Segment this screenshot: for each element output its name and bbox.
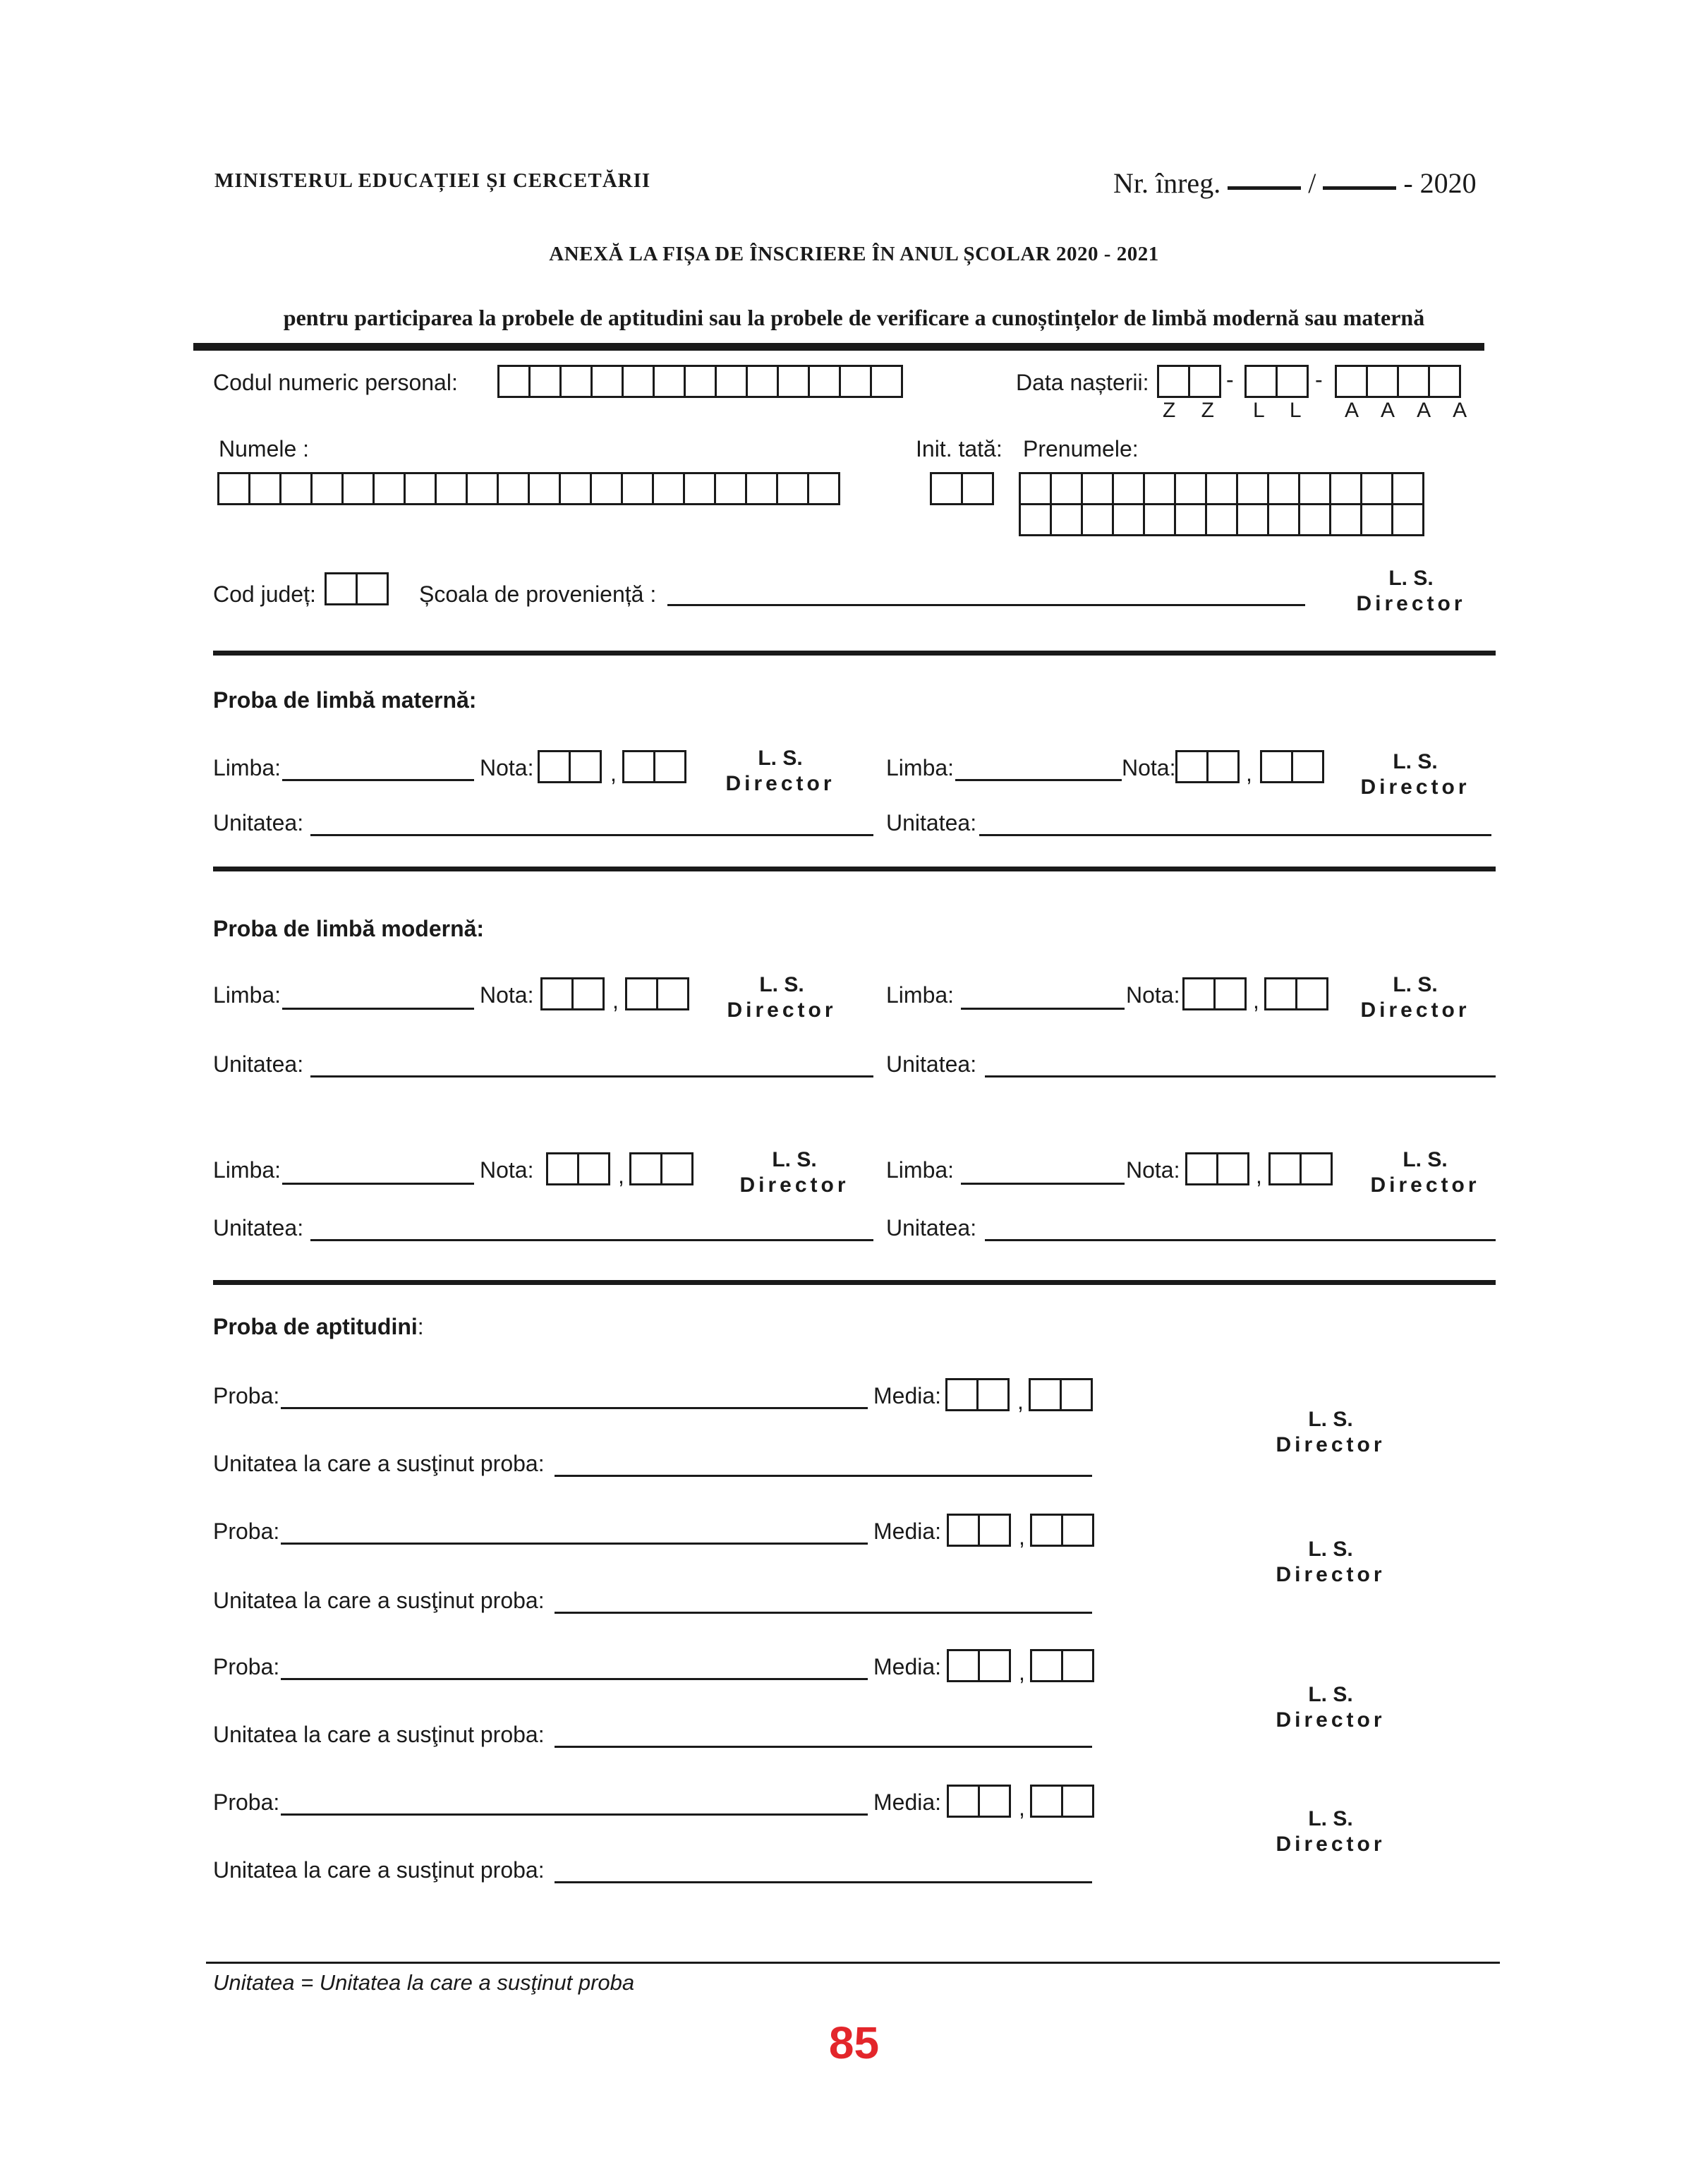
digit-box[interactable] <box>404 472 437 505</box>
aptitude-unit-label-3: Unitatea la care a susţinut proba: <box>213 1722 545 1747</box>
digit-box[interactable] <box>1244 365 1278 398</box>
digit-box[interactable] <box>1175 750 1209 783</box>
aptitude-test-field-2[interactable] <box>281 1543 868 1545</box>
digit-box[interactable] <box>1143 503 1176 536</box>
modern-unit-label-1: Unitatea: <box>213 1051 304 1077</box>
registration-number <box>1113 167 1477 200</box>
modern-grade-int-4[interactable] <box>1185 1152 1249 1185</box>
aptitude-average-int-3[interactable] <box>947 1649 1011 1682</box>
digit-box[interactable] <box>1030 1785 1063 1818</box>
aptitude-average-int-1[interactable] <box>945 1378 1010 1411</box>
digit-box[interactable] <box>1182 977 1216 1010</box>
digit-box[interactable] <box>1267 503 1300 536</box>
modern-unit-field-1[interactable] <box>310 1075 873 1078</box>
header-divider <box>193 343 1484 351</box>
digit-box[interactable] <box>1295 977 1328 1010</box>
aptitude-unit-label-2: Unitatea la care a susţinut proba: <box>213 1588 545 1613</box>
stamp-director: Director <box>1360 775 1470 799</box>
digit-box[interactable] <box>1143 472 1176 505</box>
digit-box[interactable] <box>1029 1378 1062 1411</box>
aptitude-test-label-1: Proba: <box>213 1383 280 1408</box>
aptitude-average-label-2: Media: <box>873 1519 942 1544</box>
school-field[interactable] <box>667 604 1305 606</box>
aptitude-unit-field-2[interactable] <box>555 1612 1092 1614</box>
digit-box[interactable] <box>622 365 655 398</box>
stamp-director: Director <box>1276 1708 1386 1732</box>
digit-box[interactable] <box>776 472 809 505</box>
stamp-ls: L. S. <box>1403 1148 1448 1171</box>
digit-box[interactable] <box>571 977 605 1010</box>
modern-grade-dec-3[interactable] <box>629 1152 694 1185</box>
digit-box[interactable] <box>528 365 562 398</box>
modern-grade-dec-2[interactable] <box>1264 977 1328 1010</box>
form-subtitle: pentru participarea la probele de aptitudini sau la probele de verificare a cunoștințelor de limbă modernă sau maternă <box>283 305 1425 330</box>
digit-box[interactable] <box>1216 1152 1249 1185</box>
birth-year-hint: A A A A <box>1345 399 1477 422</box>
digit-box[interactable] <box>808 365 841 398</box>
aptitude-heading-colon: : <box>417 1314 424 1339</box>
digit-box[interactable] <box>870 365 903 398</box>
digit-box[interactable] <box>1174 472 1207 505</box>
modern-grade-comma-2: , <box>1253 988 1259 1013</box>
digit-box[interactable] <box>978 1514 1011 1547</box>
modern-language-field-4[interactable] <box>961 1183 1125 1185</box>
digit-box[interactable] <box>248 472 281 505</box>
digit-box[interactable] <box>1030 1514 1063 1547</box>
digit-box[interactable] <box>1050 472 1083 505</box>
digit-box[interactable] <box>1019 503 1052 536</box>
digit-box[interactable] <box>1428 365 1461 398</box>
modern-grade-label-3: Nota: <box>480 1157 534 1183</box>
stamp-director: Director <box>1276 1563 1386 1586</box>
digit-box[interactable] <box>625 977 658 1010</box>
aptitude-stamp-1 <box>1260 1407 1401 1458</box>
digit-box[interactable] <box>466 472 499 505</box>
stamp-director: Director <box>1360 998 1470 1022</box>
modern-grade-int-2[interactable] <box>1182 977 1247 1010</box>
maternal-stamp-2 <box>1345 749 1486 800</box>
page-number: 85 <box>828 2017 880 2068</box>
modern-grade-comma-1: , <box>612 988 619 1013</box>
digit-box[interactable] <box>1264 977 1297 1010</box>
modern-language-label-4: Limba: <box>886 1157 955 1183</box>
stamp-director: Director <box>1276 1833 1386 1856</box>
birth-dash-2: - <box>1315 367 1323 392</box>
digit-box[interactable] <box>1050 503 1083 536</box>
stamp-ls: L. S. <box>1308 1538 1353 1561</box>
digit-box[interactable] <box>1298 472 1331 505</box>
digit-box[interactable] <box>684 365 717 398</box>
digit-box[interactable] <box>978 1785 1011 1818</box>
digit-box[interactable] <box>1329 503 1362 536</box>
digit-box[interactable] <box>1061 1785 1094 1818</box>
aptitude-test-label-4: Proba: <box>213 1789 280 1815</box>
aptitude-test-label-2: Proba: <box>213 1519 280 1544</box>
digit-box[interactable] <box>1185 1152 1218 1185</box>
identity-stamp <box>1340 566 1482 617</box>
maternal-heading: Proba de limbă maternă: <box>213 687 477 713</box>
stamp-director: Director <box>727 998 837 1022</box>
digit-box[interactable] <box>1205 472 1238 505</box>
maternal-grade-dec-1[interactable] <box>622 750 686 783</box>
digit-box[interactable] <box>356 572 389 605</box>
registration-date-blank[interactable] <box>1323 186 1396 190</box>
digit-box[interactable] <box>945 1378 979 1411</box>
digit-box[interactable] <box>976 1378 1010 1411</box>
stamp-ls: L. S. <box>759 973 804 996</box>
digit-box[interactable] <box>1397 365 1430 398</box>
school-label: Școala de proveniență : <box>419 581 657 607</box>
aptitude-test-field-1[interactable] <box>281 1407 868 1409</box>
first-name-input-row-2[interactable] <box>1019 503 1424 536</box>
maternal-grade-comma-1: , <box>610 761 617 786</box>
aptitude-average-label-3: Media: <box>873 1654 942 1679</box>
ministry-name: MINISTERUL EDUCAȚIEI ȘI CERCETĂRII <box>214 169 651 192</box>
registration-number-blank[interactable] <box>1228 186 1301 190</box>
digit-box[interactable] <box>947 1785 980 1818</box>
modern-grade-label-1: Nota: <box>480 982 534 1008</box>
aptitude-average-int-2[interactable] <box>947 1514 1011 1547</box>
birth-dash-1: - <box>1226 367 1234 392</box>
digit-box[interactable] <box>435 472 468 505</box>
stamp-director: Director <box>1356 592 1466 615</box>
digit-box[interactable] <box>1268 1152 1302 1185</box>
maternal-language-field-2[interactable] <box>955 779 1122 781</box>
digit-box[interactable] <box>653 365 686 398</box>
maternal-unit-field-1[interactable] <box>310 834 873 836</box>
aptitude-average-dec-1[interactable] <box>1029 1378 1093 1411</box>
digit-box[interactable] <box>1188 365 1221 398</box>
modern-language-field-2[interactable] <box>961 1008 1125 1010</box>
digit-box[interactable] <box>1061 1649 1094 1682</box>
digit-box[interactable] <box>1061 1514 1094 1547</box>
digit-box[interactable] <box>1157 365 1190 398</box>
aptitude-average-dec-4[interactable] <box>1030 1785 1094 1818</box>
maternal-stamp-1 <box>710 746 851 797</box>
digit-box[interactable] <box>1060 1378 1093 1411</box>
father-initial-label: Init. tată: <box>916 436 1003 461</box>
footer-divider <box>206 1962 1500 1964</box>
aptitude-unit-label-1: Unitatea la care a susţinut proba: <box>213 1451 545 1476</box>
modern-heading: Proba de limbă modernă: <box>213 916 485 941</box>
last-name-label: Numele : <box>219 436 310 461</box>
section-divider-2 <box>213 867 1496 871</box>
digit-box[interactable] <box>540 977 574 1010</box>
digit-box[interactable] <box>1030 1649 1063 1682</box>
digit-box[interactable] <box>1260 750 1293 783</box>
birth-date-label: Data nașterii: <box>1016 370 1149 395</box>
digit-box[interactable] <box>978 1649 1011 1682</box>
digit-box[interactable] <box>1081 472 1114 505</box>
modern-grade-comma-4: , <box>1256 1163 1262 1188</box>
stamp-director: Director <box>739 1173 849 1197</box>
digit-box[interactable] <box>1366 365 1399 398</box>
maternal-unit-label-1: Unitatea: <box>213 810 304 835</box>
digit-box[interactable] <box>1174 503 1207 536</box>
modern-grade-int-3[interactable] <box>546 1152 610 1185</box>
digit-box[interactable] <box>1391 503 1424 536</box>
stamp-ls: L. S. <box>1393 750 1438 773</box>
aptitude-stamp-4 <box>1260 1806 1401 1857</box>
digit-box[interactable] <box>1298 503 1331 536</box>
modern-grade-dec-1[interactable] <box>625 977 689 1010</box>
digit-box[interactable] <box>961 472 994 505</box>
digit-box[interactable] <box>807 472 840 505</box>
digit-box[interactable] <box>656 977 689 1010</box>
aptitude-heading <box>213 1314 424 1340</box>
birth-day-hint: Z Z <box>1163 399 1224 422</box>
stamp-ls: L. S. <box>1393 973 1438 996</box>
modern-stamp-1 <box>711 972 852 1023</box>
aptitude-heading-text: Proba de aptitudini <box>213 1314 418 1339</box>
digit-box[interactable] <box>652 472 685 505</box>
maternal-language-field-1[interactable] <box>282 779 474 781</box>
digit-box[interactable] <box>1335 365 1368 398</box>
digit-box[interactable] <box>1081 503 1114 536</box>
digit-box[interactable] <box>947 1649 980 1682</box>
digit-box[interactable] <box>621 472 654 505</box>
maternal-unit-field-2[interactable] <box>979 834 1491 836</box>
maternal-grade-int-1[interactable] <box>538 750 602 783</box>
modern-stamp-3 <box>724 1147 865 1198</box>
digit-box[interactable] <box>590 472 623 505</box>
maternal-grade-int-2[interactable] <box>1175 750 1240 783</box>
cnp-label: Codul numeric personal: <box>213 370 458 395</box>
modern-grade-label-2: Nota: <box>1126 982 1180 1008</box>
digit-box[interactable] <box>1112 503 1145 536</box>
digit-box[interactable] <box>1300 1152 1333 1185</box>
digit-box[interactable] <box>777 365 810 398</box>
aptitude-unit-field-4[interactable] <box>555 1881 1092 1883</box>
digit-box[interactable] <box>569 750 602 783</box>
digit-box[interactable] <box>1213 977 1247 1010</box>
modern-unit-label-3: Unitatea: <box>213 1215 304 1241</box>
digit-box[interactable] <box>683 472 716 505</box>
maternal-grade-label-1: Nota: <box>480 755 534 780</box>
aptitude-average-dec-2[interactable] <box>1030 1514 1094 1547</box>
maternal-unit-label-2: Unitatea: <box>886 810 977 835</box>
aptitude-unit-field-3[interactable] <box>555 1746 1092 1748</box>
aptitude-test-field-3[interactable] <box>281 1678 868 1680</box>
aptitude-unit-label-4: Unitatea la care a susţinut proba: <box>213 1857 545 1883</box>
digit-box[interactable] <box>1329 472 1362 505</box>
aptitude-average-comma-3: , <box>1019 1660 1025 1685</box>
digit-box[interactable] <box>1112 472 1145 505</box>
stamp-ls: L. S. <box>1388 567 1434 590</box>
stamp-ls: L. S. <box>1308 1683 1353 1706</box>
modern-language-field-1[interactable] <box>282 1008 474 1010</box>
stamp-ls: L. S. <box>758 747 803 770</box>
aptitude-stamp-3 <box>1260 1682 1401 1733</box>
section-divider-1 <box>213 651 1496 656</box>
birth-month-hint: L L <box>1253 399 1312 422</box>
digit-box[interactable] <box>279 472 313 505</box>
modern-language-label-3: Limba: <box>213 1157 281 1183</box>
digit-box[interactable] <box>1360 503 1393 536</box>
digit-box[interactable] <box>1291 750 1324 783</box>
digit-box[interactable] <box>746 365 779 398</box>
county-code-input[interactable] <box>325 572 389 605</box>
digit-box[interactable] <box>947 1514 980 1547</box>
digit-box[interactable] <box>653 750 686 783</box>
stamp-director: Director <box>1276 1433 1386 1456</box>
registration-year: - 2020 <box>1403 167 1477 199</box>
stamp-ls: L. S. <box>772 1148 817 1171</box>
form-title: ANEXĂ LA FIȘA DE ÎNSCRIERE ÎN ANUL ȘCOLAR 2020 - 2021 <box>549 243 1159 265</box>
digit-box[interactable] <box>1276 365 1309 398</box>
digit-box[interactable] <box>1205 503 1238 536</box>
digit-box[interactable] <box>1206 750 1240 783</box>
digit-box[interactable] <box>497 365 531 398</box>
cnp-input[interactable] <box>497 365 903 398</box>
aptitude-average-label-1: Media: <box>873 1383 942 1408</box>
registration-label: Nr. înreg. <box>1113 167 1221 199</box>
footnote: Unitatea = Unitatea la care a susţinut proba <box>213 1970 635 1995</box>
digit-box[interactable] <box>1391 472 1424 505</box>
aptitude-test-field-4[interactable] <box>281 1813 868 1816</box>
aptitude-average-int-4[interactable] <box>947 1785 1011 1818</box>
maternal-grade-comma-2: , <box>1246 761 1252 786</box>
digit-box[interactable] <box>1019 472 1052 505</box>
modern-unit-field-2[interactable] <box>985 1075 1496 1078</box>
birth-year-input[interactable] <box>1335 365 1461 398</box>
digit-box[interactable] <box>1360 472 1393 505</box>
first-name-input-row-1[interactable] <box>1019 472 1424 505</box>
digit-box[interactable] <box>528 472 561 505</box>
digit-box[interactable] <box>1236 503 1269 536</box>
digit-box[interactable] <box>622 750 655 783</box>
maternal-grade-label-2: Nota: <box>1122 755 1176 780</box>
stamp-director: Director <box>1370 1173 1480 1197</box>
digit-box[interactable] <box>217 472 250 505</box>
digit-box[interactable] <box>538 750 571 783</box>
digit-box[interactable] <box>559 472 592 505</box>
digit-box[interactable] <box>660 1152 694 1185</box>
modern-grade-dec-4[interactable] <box>1268 1152 1333 1185</box>
digit-box[interactable] <box>590 365 624 398</box>
digit-box[interactable] <box>310 472 344 505</box>
digit-box[interactable] <box>930 472 963 505</box>
maternal-language-label-2: Limba: <box>886 755 955 780</box>
digit-box[interactable] <box>1236 472 1269 505</box>
digit-box[interactable] <box>839 365 872 398</box>
modern-unit-field-4[interactable] <box>985 1239 1496 1241</box>
digit-box[interactable] <box>373 472 406 505</box>
digit-box[interactable] <box>546 1152 579 1185</box>
modern-language-label-2: Limba: <box>886 982 955 1008</box>
aptitude-average-comma-4: , <box>1019 1795 1025 1821</box>
digit-box[interactable] <box>577 1152 610 1185</box>
county-code-label: Cod județ: <box>213 581 316 607</box>
aptitude-test-label-3: Proba: <box>213 1654 280 1679</box>
aptitude-average-comma-1: , <box>1017 1389 1024 1414</box>
birth-month-input[interactable] <box>1244 365 1309 398</box>
stamp-ls: L. S. <box>1308 1408 1353 1431</box>
digit-box[interactable] <box>715 365 748 398</box>
modern-stamp-4 <box>1355 1147 1496 1198</box>
aptitude-average-dec-3[interactable] <box>1030 1649 1094 1682</box>
aptitude-average-label-4: Media: <box>873 1789 942 1815</box>
stamp-ls: L. S. <box>1308 1807 1353 1830</box>
modern-language-label-1: Limba: <box>213 982 281 1008</box>
section-divider-3 <box>213 1280 1496 1285</box>
digit-box[interactable] <box>714 472 747 505</box>
digit-box[interactable] <box>745 472 778 505</box>
birth-day-input[interactable] <box>1157 365 1221 398</box>
maternal-language-label-1: Limba: <box>213 755 281 780</box>
modern-stamp-2 <box>1345 972 1486 1023</box>
digit-box[interactable] <box>1267 472 1300 505</box>
maternal-grade-dec-2[interactable] <box>1260 750 1324 783</box>
father-initial-input[interactable] <box>930 472 994 505</box>
modern-grade-comma-3: , <box>618 1163 624 1188</box>
modern-language-field-3[interactable] <box>282 1183 474 1185</box>
aptitude-stamp-2 <box>1260 1537 1401 1588</box>
digit-box[interactable] <box>629 1152 662 1185</box>
first-name-label: Prenumele: <box>1023 436 1139 461</box>
digit-box[interactable] <box>341 472 375 505</box>
digit-box[interactable] <box>559 365 593 398</box>
aptitude-average-comma-2: , <box>1019 1524 1025 1550</box>
registration-separator: / <box>1308 167 1316 199</box>
modern-unit-label-4: Unitatea: <box>886 1215 977 1241</box>
modern-grade-int-1[interactable] <box>540 977 605 1010</box>
digit-box[interactable] <box>497 472 530 505</box>
modern-grade-label-4: Nota: <box>1126 1157 1180 1183</box>
aptitude-unit-field-1[interactable] <box>555 1475 1092 1477</box>
last-name-input[interactable] <box>217 472 840 505</box>
stamp-director: Director <box>725 772 835 795</box>
modern-unit-label-2: Unitatea: <box>886 1051 977 1077</box>
digit-box[interactable] <box>325 572 358 605</box>
modern-unit-field-3[interactable] <box>310 1239 873 1241</box>
